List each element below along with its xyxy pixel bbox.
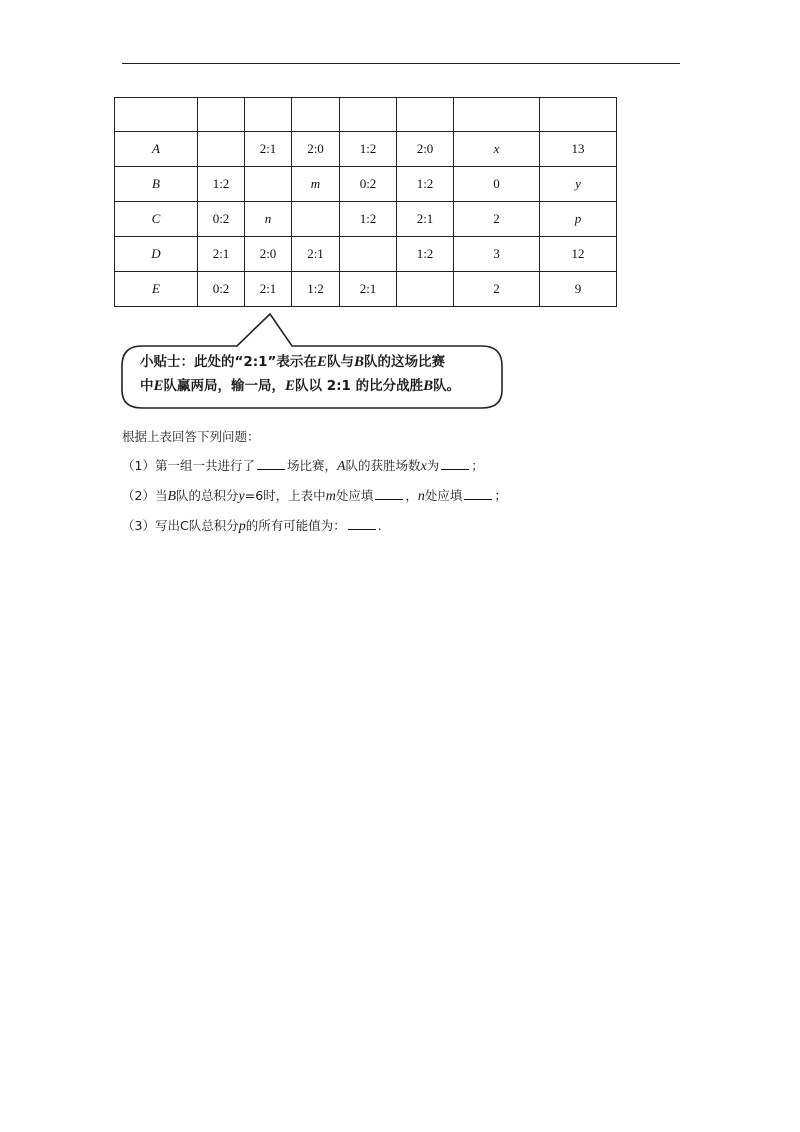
wins-cell: 3 bbox=[454, 237, 540, 272]
question-1 bbox=[122, 451, 682, 481]
header-rule bbox=[122, 63, 680, 64]
score-cell: 1:2 bbox=[397, 237, 454, 272]
q2-var-b: B bbox=[167, 489, 177, 504]
table-row bbox=[115, 132, 617, 167]
score-cell: 2:1 bbox=[245, 132, 292, 167]
q2-blank-n[interactable] bbox=[464, 487, 492, 500]
tip-var-e: E bbox=[285, 378, 296, 394]
score-cell: 2:1 bbox=[340, 272, 397, 307]
score-cell: 1:2 bbox=[397, 167, 454, 202]
q2-blank-m[interactable] bbox=[375, 487, 403, 500]
q2-text: ， bbox=[405, 488, 418, 503]
header-cell bbox=[454, 98, 540, 132]
score-cell bbox=[340, 237, 397, 272]
q3-text: 的所有可能值为： bbox=[245, 518, 346, 533]
q1-text: （1）第一组一共进行了 bbox=[122, 458, 255, 473]
q2-text: ； bbox=[494, 488, 507, 503]
table-header-row bbox=[115, 98, 617, 132]
header-cell bbox=[397, 98, 454, 132]
wins-cell: x bbox=[454, 132, 540, 167]
score-cell: 1:2 bbox=[292, 272, 340, 307]
q2-text: 处应填 bbox=[335, 488, 374, 503]
score-cell: 2:1 bbox=[245, 272, 292, 307]
score-cell: 1:2 bbox=[340, 132, 397, 167]
q2-text: 处应填 bbox=[424, 488, 463, 503]
header-cell bbox=[198, 98, 245, 132]
tip-line1-part: 小贴士：此处的“2:1”表示在 bbox=[140, 354, 317, 370]
score-cell: 2:0 bbox=[397, 132, 454, 167]
score-cell bbox=[292, 202, 340, 237]
score-cell: 2:1 bbox=[198, 237, 245, 272]
tip-var-e: E bbox=[316, 354, 327, 370]
tip-line1-part: 队的这场比赛 bbox=[363, 354, 445, 370]
results-table bbox=[114, 97, 617, 307]
tip-line1-part: 队与 bbox=[326, 354, 354, 370]
table-row bbox=[115, 237, 617, 272]
wins-cell: 2 bbox=[454, 202, 540, 237]
question-2 bbox=[122, 481, 682, 511]
team-cell: B bbox=[115, 167, 198, 202]
q3-text: 队总积分 bbox=[188, 518, 239, 533]
score-cell: 0:2 bbox=[340, 167, 397, 202]
q3-var-c: C bbox=[179, 518, 189, 533]
score-cell bbox=[198, 132, 245, 167]
tip-line-1 bbox=[140, 350, 500, 374]
score-cell bbox=[245, 167, 292, 202]
question-3 bbox=[122, 511, 682, 541]
tip-line2-part: 队以 2:1 的比分战胜 bbox=[295, 378, 424, 394]
header-cell bbox=[245, 98, 292, 132]
header-cell bbox=[292, 98, 340, 132]
score-cell: 2:0 bbox=[292, 132, 340, 167]
tip-line-2 bbox=[140, 374, 500, 398]
points-cell: 9 bbox=[540, 272, 617, 307]
q1-text: 场比赛， bbox=[286, 458, 337, 473]
points-cell: y bbox=[540, 167, 617, 202]
q1-text: 为 bbox=[426, 458, 440, 473]
q1-text: ； bbox=[471, 458, 484, 473]
tip-text bbox=[140, 350, 500, 398]
q2-text: =6时，上表中 bbox=[244, 488, 326, 503]
q1-text: 队的获胜场数 bbox=[345, 458, 421, 473]
wins-cell: 2 bbox=[454, 272, 540, 307]
table-row bbox=[115, 272, 617, 307]
q3-text: . bbox=[377, 518, 382, 533]
score-cell: 2:0 bbox=[245, 237, 292, 272]
score-cell: 1:2 bbox=[340, 202, 397, 237]
q3-var-p: p bbox=[238, 519, 246, 534]
q1-blank-matches[interactable] bbox=[257, 457, 285, 470]
questions-intro: 根据上表回答下列问题： bbox=[122, 429, 260, 444]
team-cell: C bbox=[115, 202, 198, 237]
header-cell bbox=[115, 98, 198, 132]
tip-line2-part: 队。 bbox=[433, 378, 461, 394]
q1-var-x: x bbox=[420, 459, 427, 474]
points-cell: p bbox=[540, 202, 617, 237]
questions-section bbox=[122, 422, 682, 541]
score-cell: 0:2 bbox=[198, 272, 245, 307]
score-cell: n bbox=[245, 202, 292, 237]
team-cell: E bbox=[115, 272, 198, 307]
q1-var-a: A bbox=[336, 459, 346, 474]
tip-line2-part: 队赢两局，输一局， bbox=[163, 378, 286, 394]
score-cell: m bbox=[292, 167, 340, 202]
points-cell: 12 bbox=[540, 237, 617, 272]
header-cell bbox=[540, 98, 617, 132]
score-cell: 1:2 bbox=[198, 167, 245, 202]
score-cell: 0:2 bbox=[198, 202, 245, 237]
wins-cell: 0 bbox=[454, 167, 540, 202]
tip-line2-part: 中 bbox=[140, 378, 154, 394]
tip-var-b: B bbox=[353, 354, 364, 370]
team-cell: D bbox=[115, 237, 198, 272]
q2-text: （2）当 bbox=[122, 488, 168, 503]
tip-var-b: B bbox=[423, 378, 434, 394]
score-cell: 2:1 bbox=[397, 202, 454, 237]
q3-text: （3）写出 bbox=[122, 518, 180, 533]
tip-var-e: E bbox=[153, 378, 164, 394]
q2-text: 队的总积分 bbox=[176, 488, 239, 503]
table-row bbox=[115, 167, 617, 202]
score-cell bbox=[397, 272, 454, 307]
header-cell bbox=[340, 98, 397, 132]
q2-var-m: m bbox=[325, 489, 336, 504]
q1-blank-wins[interactable] bbox=[441, 457, 469, 470]
team-cell: A bbox=[115, 132, 198, 167]
q2-var-n: n bbox=[417, 489, 425, 504]
points-cell: 13 bbox=[540, 132, 617, 167]
q2-var-y: y bbox=[238, 489, 245, 504]
table-row bbox=[115, 202, 617, 237]
score-cell: 2:1 bbox=[292, 237, 340, 272]
q3-blank-p[interactable] bbox=[348, 517, 376, 530]
